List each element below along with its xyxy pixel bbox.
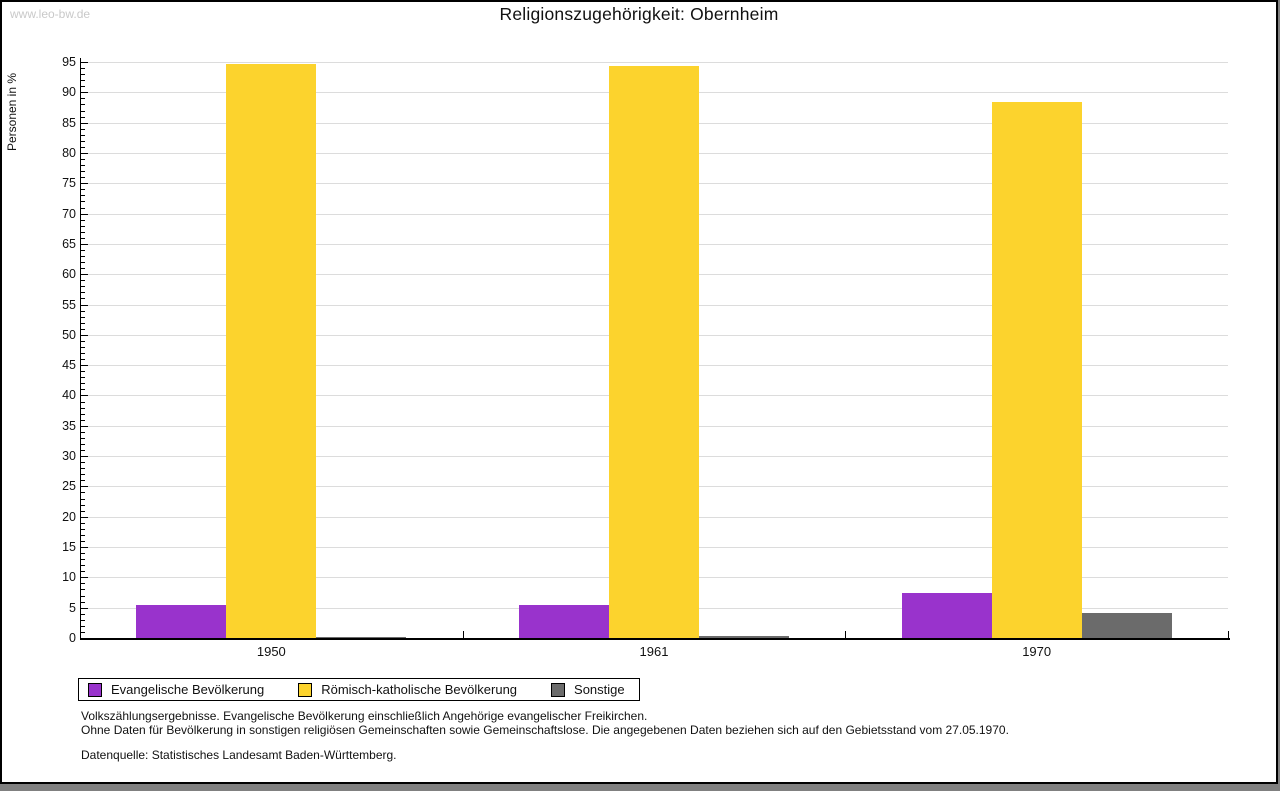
y-tick-minor	[81, 341, 85, 342]
y-tick-major	[81, 577, 88, 578]
y-tick-minor	[81, 596, 85, 597]
y-tick-label-30: 30	[62, 449, 76, 464]
y-tick-minor	[81, 377, 85, 378]
y-tick-minor	[81, 329, 85, 330]
y-tick-minor	[81, 171, 85, 172]
chart-title: Religionszugehörigkeit: Obernheim	[499, 4, 779, 24]
x-tick	[1228, 631, 1229, 638]
y-tick-minor	[81, 286, 85, 287]
y-tick-minor	[81, 238, 85, 239]
y-tick-minor	[81, 559, 85, 560]
footnote-line-2: Ohne Daten für Bevölkerung in sonstigen religiösen Gemeinschaften sowie Gemeinschaftslose. Die angegebenen Daten beziehen sich auf den Gebietsstand vom 27.05.1970.	[81, 722, 1009, 737]
y-tick-minor	[81, 371, 85, 372]
y-tick-minor	[81, 450, 85, 451]
y-tick-minor	[81, 347, 85, 348]
y-tick-label-55: 55	[62, 297, 76, 312]
y-tick-minor	[81, 189, 85, 190]
y-tick-minor	[81, 74, 85, 75]
data-source: Datenquelle: Statistisches Landesamt Baden-Württemberg.	[81, 748, 397, 762]
y-tick-label-20: 20	[62, 509, 76, 524]
legend-item-sonstige	[551, 682, 625, 697]
x-tick	[80, 631, 81, 638]
y-tick-minor	[81, 571, 85, 572]
y-tick-minor	[81, 541, 85, 542]
watermark: www.leo-bw.de	[10, 7, 91, 21]
y-tick-minor	[81, 353, 85, 354]
y-tick-major	[81, 62, 88, 63]
y-tick-major	[81, 426, 88, 427]
legend-label-evangelische: Evangelische Bevölkerung	[111, 682, 265, 697]
y-tick-label-15: 15	[62, 540, 76, 555]
y-tick-major	[81, 608, 88, 609]
y-tick-minor	[81, 444, 85, 445]
y-tick-major	[81, 395, 88, 396]
y-tick-minor	[81, 499, 85, 500]
y-tick-minor	[81, 614, 85, 615]
x-tick	[845, 631, 846, 638]
y-tick-minor	[81, 523, 85, 524]
y-tick-minor	[81, 359, 85, 360]
y-tick-minor	[81, 553, 85, 554]
legend-item-katholisch	[298, 682, 517, 697]
y-tick-major	[81, 153, 88, 154]
y-tick-major	[81, 305, 88, 306]
legend-swatch-katholisch-icon	[298, 683, 312, 697]
y-tick-minor	[81, 201, 85, 202]
y-tick-minor	[81, 104, 85, 105]
y-tick-minor	[81, 317, 85, 318]
x-label-1961: 1961	[639, 644, 669, 659]
y-tick-minor	[81, 420, 85, 421]
y-tick-minor	[81, 414, 85, 415]
x-label-1970: 1970	[1022, 644, 1052, 659]
y-tick-major	[81, 183, 88, 184]
y-tick-minor	[81, 492, 85, 493]
y-tick-minor	[81, 505, 85, 506]
y-tick-major	[81, 244, 88, 245]
legend-item-evangelische	[88, 682, 264, 697]
y-tick-major	[81, 486, 88, 487]
y-tick-minor	[81, 129, 85, 130]
x-labels-layer	[80, 62, 1228, 662]
y-tick-label-90: 90	[62, 85, 76, 100]
y-tick-minor	[81, 159, 85, 160]
y-tick-minor	[81, 268, 85, 269]
y-tick-minor	[81, 141, 85, 142]
y-tick-minor	[81, 98, 85, 99]
y-tick-minor	[81, 468, 85, 469]
y-tick-major	[81, 123, 88, 124]
y-tick-minor	[81, 383, 85, 384]
y-tick-minor	[81, 589, 85, 590]
y-tick-label-60: 60	[62, 267, 76, 282]
y-tick-minor	[81, 195, 85, 196]
y-tick-minor	[81, 80, 85, 81]
y-tick-label-45: 45	[62, 358, 76, 373]
y-tick-label-65: 65	[62, 236, 76, 251]
y-tick-minor	[81, 208, 85, 209]
y-tick-label-50: 50	[62, 327, 76, 342]
y-tick-minor	[81, 177, 85, 178]
y-tick-minor	[81, 432, 85, 433]
y-tick-minor	[81, 620, 85, 621]
y-tick-minor	[81, 220, 85, 221]
y-tick-label-5: 5	[69, 600, 76, 615]
x-label-1950: 1950	[256, 644, 286, 659]
y-tick-minor	[81, 68, 85, 69]
legend-label-katholisch: Römisch-katholische Bevölkerung	[321, 682, 518, 697]
footnote-line-1: Volkszählungsergebnisse. Evangelische Bevölkerung einschließlich Angehörige evangelischer Freikirchen.	[81, 709, 648, 723]
y-tick-minor	[81, 232, 85, 233]
y-tick-minor	[81, 632, 85, 633]
y-tick-major	[81, 365, 88, 366]
y-tick-minor	[81, 462, 85, 463]
y-tick-minor	[81, 117, 85, 118]
y-tick-label-25: 25	[62, 479, 76, 494]
y-tick-minor	[81, 135, 85, 136]
y-tick-minor	[81, 311, 85, 312]
y-tick-minor	[81, 626, 85, 627]
y-axis-title: Personen in %	[5, 72, 19, 152]
y-tick-minor	[81, 86, 85, 87]
y-tick-minor	[81, 408, 85, 409]
legend-swatch-sonstige-icon	[551, 683, 565, 697]
y-tick-minor	[81, 250, 85, 251]
y-tick-label-95: 95	[62, 55, 76, 69]
y-tick-label-40: 40	[62, 388, 76, 403]
y-tick-major	[81, 547, 88, 548]
y-tick-minor	[81, 298, 85, 299]
y-tick-minor	[81, 402, 85, 403]
y-tick-minor	[81, 147, 85, 148]
y-tick-minor	[81, 438, 85, 439]
y-tick-minor	[81, 323, 85, 324]
y-tick-label-35: 35	[62, 418, 76, 433]
y-tick-minor	[81, 583, 85, 584]
y-tick-label-80: 80	[62, 145, 76, 160]
y-tick-minor	[81, 165, 85, 166]
y-tick-minor	[81, 511, 85, 512]
y-tick-major	[81, 214, 88, 215]
y-tick-major	[81, 456, 88, 457]
y-tick-label-85: 85	[62, 115, 76, 130]
y-tick-minor	[81, 535, 85, 536]
y-tick-label-10: 10	[62, 570, 76, 585]
y-tick-minor	[81, 280, 85, 281]
y-tick-minor	[81, 529, 85, 530]
y-tick-minor	[81, 226, 85, 227]
y-tick-major	[81, 274, 88, 275]
y-tick-minor	[81, 474, 85, 475]
y-tick-minor	[81, 292, 85, 293]
legend	[78, 678, 640, 701]
y-tick-minor	[81, 565, 85, 566]
y-tick-minor	[81, 602, 85, 603]
y-tick-minor	[81, 256, 85, 257]
y-tick-label-0: 0	[69, 631, 76, 645]
y-tick-minor	[81, 389, 85, 390]
footnotes	[81, 710, 1221, 763]
legend-label-sonstige: Sonstige	[574, 682, 625, 697]
y-tick-major	[81, 335, 88, 336]
y-tick-major	[81, 517, 88, 518]
legend-swatch-evangelische-icon	[88, 683, 102, 697]
y-tick-major	[81, 92, 88, 93]
y-tick-label-70: 70	[62, 206, 76, 221]
y-tick-minor	[81, 111, 85, 112]
y-tick-label-75: 75	[62, 176, 76, 191]
x-tick	[463, 631, 464, 638]
y-tick-minor	[81, 262, 85, 263]
y-tick-minor	[81, 480, 85, 481]
